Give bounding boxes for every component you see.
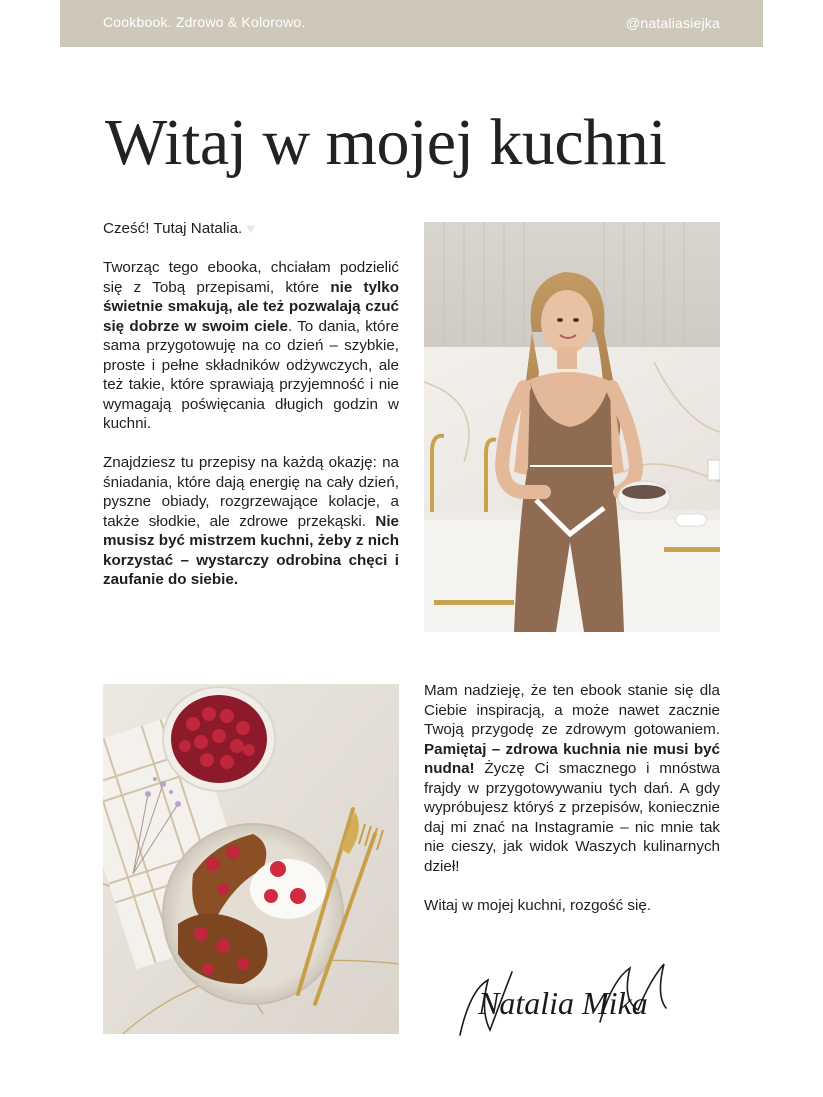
author-portrait-photo xyxy=(424,222,720,632)
greeting-paragraph xyxy=(103,219,399,239)
intro-p2-bold: Nie musisz być mistrzem kuchni, żeby z nich korzystać – wystarczy odrobina chęci i zaufanie do siebie. xyxy=(103,512,399,588)
closing-p1-text-end: Życzę Ci smacznego i mnóstwa frajdy w przygotowywaniu tych dań. A gdy wypróbujesz któryś z przepisów, koniecznie daj mi znać na Instagramie – nic mnie tak nie cieszy, jak widok Waszych kulinarnych dzieł! xyxy=(424,760,720,875)
heart-icon: ♥ xyxy=(246,220,255,236)
closing-p1-bold: Pamiętaj – zdrowa kuchnia nie musi być nudna! xyxy=(424,740,720,777)
signature-text: Natalia Mika xyxy=(478,985,648,1021)
intro-text-column xyxy=(103,219,399,609)
header-bar xyxy=(60,0,763,47)
greeting-text: Cześć! Tutaj Natalia. xyxy=(103,220,243,237)
intro-p1-text: Tworząc tego ebooka, chciałam podzielić się z Tobą przepisami, które xyxy=(103,259,399,296)
closing-paragraph-1 xyxy=(424,681,720,876)
closing-p1-text: Mam nadzieję, że ten ebook stanie się dla Ciebie inspiracją, a może nawet zacznie Twoją przygodę ze zdrowym gotowaniem. xyxy=(424,682,720,738)
intro-p2-text: Znajdziesz tu przepisy na każdą okazję: na śniadania, które dają energię na cały dzień, pyszne obiady, rozgrzewające kolacje, a także słodkie, ale zdrowe przekąski. xyxy=(103,454,399,530)
food-photo xyxy=(103,684,399,1034)
closing-line: Witaj w mojej kuchni, rozgość się. xyxy=(424,896,652,914)
intro-p1-bold: nie tylko świetnie smakują, ale też pozwalają czuć się dobrze w swoim ciele xyxy=(103,278,399,335)
intro-paragraph-1 xyxy=(103,258,399,434)
closing-paragraph-2 xyxy=(424,896,720,916)
intro-p1-text-end: . To dania, które sama przygotowuję na co dzień – szybkie, proste i pełne składników odżywczych, ale też takie, które sprawiają przyjemność i nie wymagają poświęcania długich godzin w kuchni. xyxy=(103,317,399,432)
header-cookbook-title: Cookbook. Zdrowo & Kolorowo. xyxy=(103,14,306,30)
intro-paragraph-2 xyxy=(103,453,399,590)
page-title: Witaj w mojej kuchni xyxy=(105,106,667,179)
header-instagram-handle[interactable]: @nataliasiejka xyxy=(625,15,720,31)
author-signature xyxy=(450,950,710,1045)
closing-text-column xyxy=(424,681,720,935)
